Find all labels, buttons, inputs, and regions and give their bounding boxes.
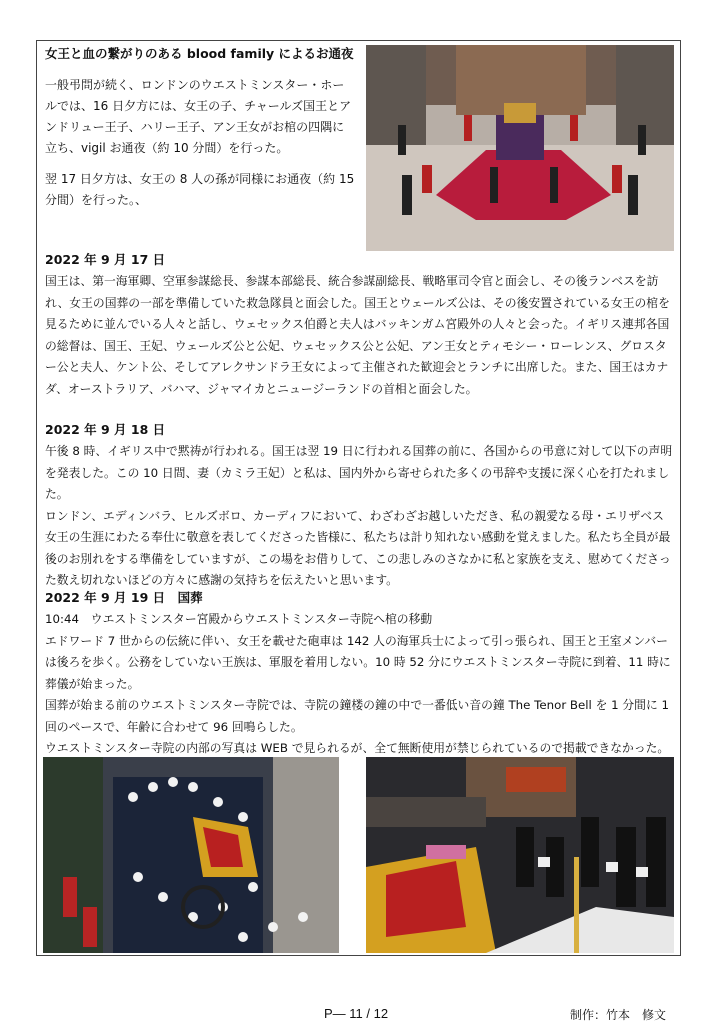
section-sep-18 <box>45 421 673 592</box>
section-paragraph: 国王は、第一海軍卿、空軍参謀総長、参謀本部総長、統合参謀副総長、戦略軍司令官と面会し、その後ランベスを訪れ、女王の国葬の一部を準備していた救急隊員と面会した。国王とウェールズ公は、その後安置されている女王の棺を見るために並んでいる人々と話し、ウェセックス伯爵と夫人はバッキンガム宮殿外の人々と会った。イギリス連邦各国の総督は、国王、王妃、ウェールズ公と公妃、ウェセックス公と公妃、アン王女とティモシー・ローレンス、グロスター公と夫人、ケント公、そしてアレクサンドラ王女によって主催された歓迎会とランチに出席した。また、国王はカナダ、オーストラリア、バハマ、ジャマイカとニュージーランドの首相と面会した。 <box>45 274 670 396</box>
section-paragraph: エドワード 7 世からの伝統に伴い、女王を載せた砲車は 142 人の海軍兵士によって引っ張られ、国王と王室メンバーは後ろを歩く。公務をしていない王族は、軍服を着用しない。10 時 52 分にウエストミンスター寺院に到着、11 時に葬儀が始まった。 <box>45 633 671 691</box>
section-heading: 2022 年 9 月 17 日 <box>45 252 166 267</box>
intro-block <box>45 45 355 211</box>
section-heading: 2022 年 9 月 19 日 国葬 <box>45 590 203 605</box>
section-sep-17 <box>45 251 673 400</box>
vigil-photo <box>366 45 674 251</box>
section-sep-19 <box>45 589 673 760</box>
section-paragraph: 10:44 ウエストミンスター宮殿からウエストミンスター寺院へ棺の移動 <box>45 612 433 626</box>
abbey-photo <box>366 757 674 953</box>
section-heading: 2022 年 9 月 18 日 <box>45 422 166 437</box>
section-paragraph: ウエストミンスター寺院の内部の写真は WEB で見られるが、全て無断使用が禁じられているので掲載できなかった。 <box>45 741 670 755</box>
section-paragraph: 午後 8 時、イギリス中で黙祷が行われる。国王は翌 19 日に行われる国葬の前に、各国からの弔意に対して以下の声明を発表した。この 10 日間、妻（カミラ王妃）と私は、国内外から寄せられた多くの弔辞や支援に深く心を打たれました。 <box>45 444 673 501</box>
section-paragraph: ロンドン、エディンバラ、ヒルズボロ、カーディフにおいて、わざわざお越しいただき、私の親愛なる母・エリザベス女王の生涯にわたる奉仕に敬意を表してくださった皆様に、私たちは計り知れない感動を覚えました。私たち全員が最後のお別れをする準備をしていますが、この場をお借りして、この悲しみのさなかに私と家族を支え、慰めてくださった数え切れないほどの方々に感謝の気持ちを伝えたいと思います。 <box>45 508 671 587</box>
intro-paragraph-2: 翌 17 日夕方は、女王の 8 人の孫が同様にお通夜（約 15 分間）を行った。、 <box>45 172 355 207</box>
procession-photo <box>43 757 339 953</box>
page-frame <box>36 40 681 956</box>
section-paragraph: 国葬が始まる前のウエストミンスター寺院では、寺院の鐘楼の鐘の中で一番低い音の鐘 The Tenor Bell を 1 分間に 1 回のペースで、年齢に合わせて 96 回鳴らした。 <box>45 698 670 734</box>
page-number: P― 11 / 12 <box>324 1006 389 1021</box>
intro-paragraph-1: 一般弔問が続く、ロンドンのウエストミンスター・ホールでは、16 日夕方には、女王の子、チャールズ国王とアンドリュー王子、ハリー王子、アン王女がお棺の四隅に立ち、vigil お通夜（約 10 分間）を行った。 <box>45 78 352 155</box>
intro-heading: 女王と血の繋がりのある blood family によるお通夜 <box>45 46 354 61</box>
author-credit: 制作：竹本 修文 <box>570 1008 667 1022</box>
